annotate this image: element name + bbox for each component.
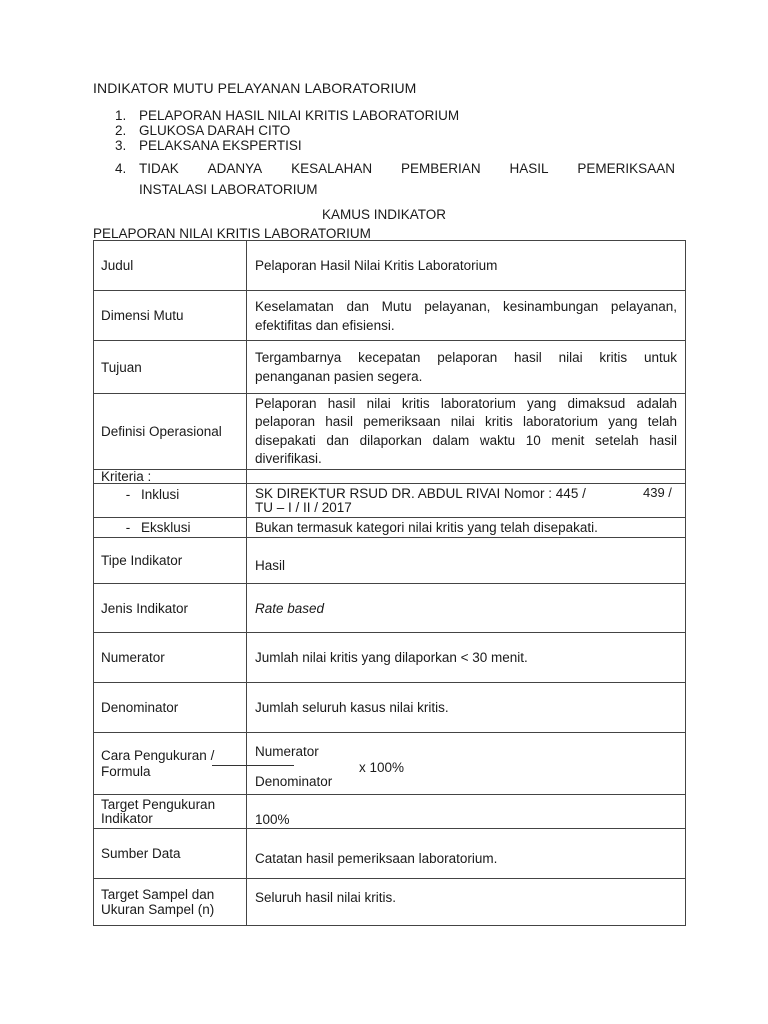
list-item-3: 3. PELAKSANA EKSPERTISI bbox=[115, 138, 302, 153]
row-numerator bbox=[94, 633, 686, 683]
row-jenis bbox=[94, 584, 686, 633]
value-inklusi: SK DIREKTUR RSUD DR. ABDUL RIVAI Nomor : 445 / TU – I / II / 2017 bbox=[247, 484, 686, 518]
label-tujuan: Tujuan bbox=[94, 341, 247, 394]
indicator-table bbox=[93, 240, 686, 926]
row-target-sampel bbox=[94, 879, 686, 926]
label-eksklusi: - Eksklusi bbox=[94, 518, 247, 538]
label-definisi: Definisi Operasional bbox=[94, 394, 247, 470]
value-cara bbox=[247, 733, 686, 795]
label-sumber: Sumber Data bbox=[94, 829, 247, 879]
value-tujuan: Tergambarnya kecepatan pelaporan hasil nilai kritis untuk penanganan pasien segera. bbox=[247, 341, 686, 394]
value-numerator: Jumlah nilai kritis yang dilaporkan < 30 menit. bbox=[247, 633, 686, 683]
formula-denominator: Denominator bbox=[255, 773, 333, 789]
row-tipe bbox=[94, 538, 686, 584]
list-item-2: 2. GLUKOSA DARAH CITO bbox=[115, 123, 291, 138]
row-sumber bbox=[94, 829, 686, 879]
section-title: KAMUS INDIKATOR bbox=[321, 207, 447, 222]
row-definisi bbox=[94, 394, 686, 470]
value-sumber: Catatan hasil pemeriksaan laboratorium. bbox=[247, 829, 686, 879]
label-judul: Judul bbox=[94, 241, 247, 291]
list-item-4: 4. TIDAK ADANYA KESALAHAN PEMBERIAN HASIL PEMERIKSAAN INSTALASI LABORATORIUM bbox=[115, 161, 675, 197]
inklusi-superscript: 439 / bbox=[643, 485, 672, 500]
value-judul: Pelaporan Hasil Nilai Kritis Laboratorium bbox=[247, 241, 686, 291]
value-jenis: Rate based bbox=[247, 584, 686, 633]
label-target-pengukuran: Target Pengukuran Indikator bbox=[94, 795, 247, 829]
formula-multiplier: x 100% bbox=[359, 759, 405, 775]
row-inklusi bbox=[94, 484, 686, 518]
row-eksklusi bbox=[94, 518, 686, 538]
value-dimensi: Keselamatan dan Mutu pelayanan, kesinambungan pelayanan, efektifitas dan efisiensi. bbox=[247, 291, 686, 341]
row-kriteria bbox=[94, 470, 686, 484]
row-dimensi bbox=[94, 291, 686, 341]
label-dimensi: Dimensi Mutu bbox=[94, 291, 247, 341]
row-tujuan bbox=[94, 341, 686, 394]
value-definisi: Pelaporan hasil nilai kritis laboratorium yang dimaksud adalah pelaporan hasil pemeriksaan nilai kritis laboratorium yang telah disepakati dan dilaporkan dalam waktu 10 menit setelah hasil diverifikasi. bbox=[247, 394, 686, 470]
row-denominator bbox=[94, 683, 686, 733]
label-denominator: Denominator bbox=[94, 683, 247, 733]
value-tipe: Hasil bbox=[247, 538, 686, 584]
value-eksklusi: Bukan termasuk kategori nilai kritis yang telah disepakati. bbox=[247, 518, 686, 538]
value-target-pengukuran: 100% bbox=[247, 795, 686, 829]
label-inklusi: - Inklusi bbox=[94, 484, 247, 518]
value-target-sampel: Seluruh hasil nilai kritis. bbox=[247, 879, 686, 926]
list-item-1: 1. PELAPORAN HASIL NILAI KRITIS LABORATORIUM bbox=[115, 108, 460, 123]
value-kriteria bbox=[247, 470, 686, 484]
row-target-pengukuran bbox=[94, 795, 686, 829]
label-jenis: Jenis Indikator bbox=[94, 584, 247, 633]
label-tipe: Tipe Indikator bbox=[94, 538, 247, 584]
label-target-sampel: Target Sampel dan Ukuran Sampel (n) bbox=[94, 879, 247, 926]
table-subtitle: PELAPORAN NILAI KRITIS LABORATORIUM bbox=[93, 226, 371, 241]
row-judul bbox=[94, 241, 686, 291]
value-denominator: Jumlah seluruh kasus nilai kritis. bbox=[247, 683, 686, 733]
document-title: INDIKATOR MUTU PELAYANAN LABORATORIUM bbox=[93, 80, 417, 96]
formula-numerator: Numerator bbox=[255, 743, 319, 759]
label-cara: Cara Pengukuran / Formula bbox=[94, 733, 247, 795]
formula-divider-line bbox=[212, 765, 294, 766]
row-cara bbox=[94, 733, 686, 795]
label-kriteria: Kriteria : bbox=[94, 470, 247, 484]
label-numerator: Numerator bbox=[94, 633, 247, 683]
